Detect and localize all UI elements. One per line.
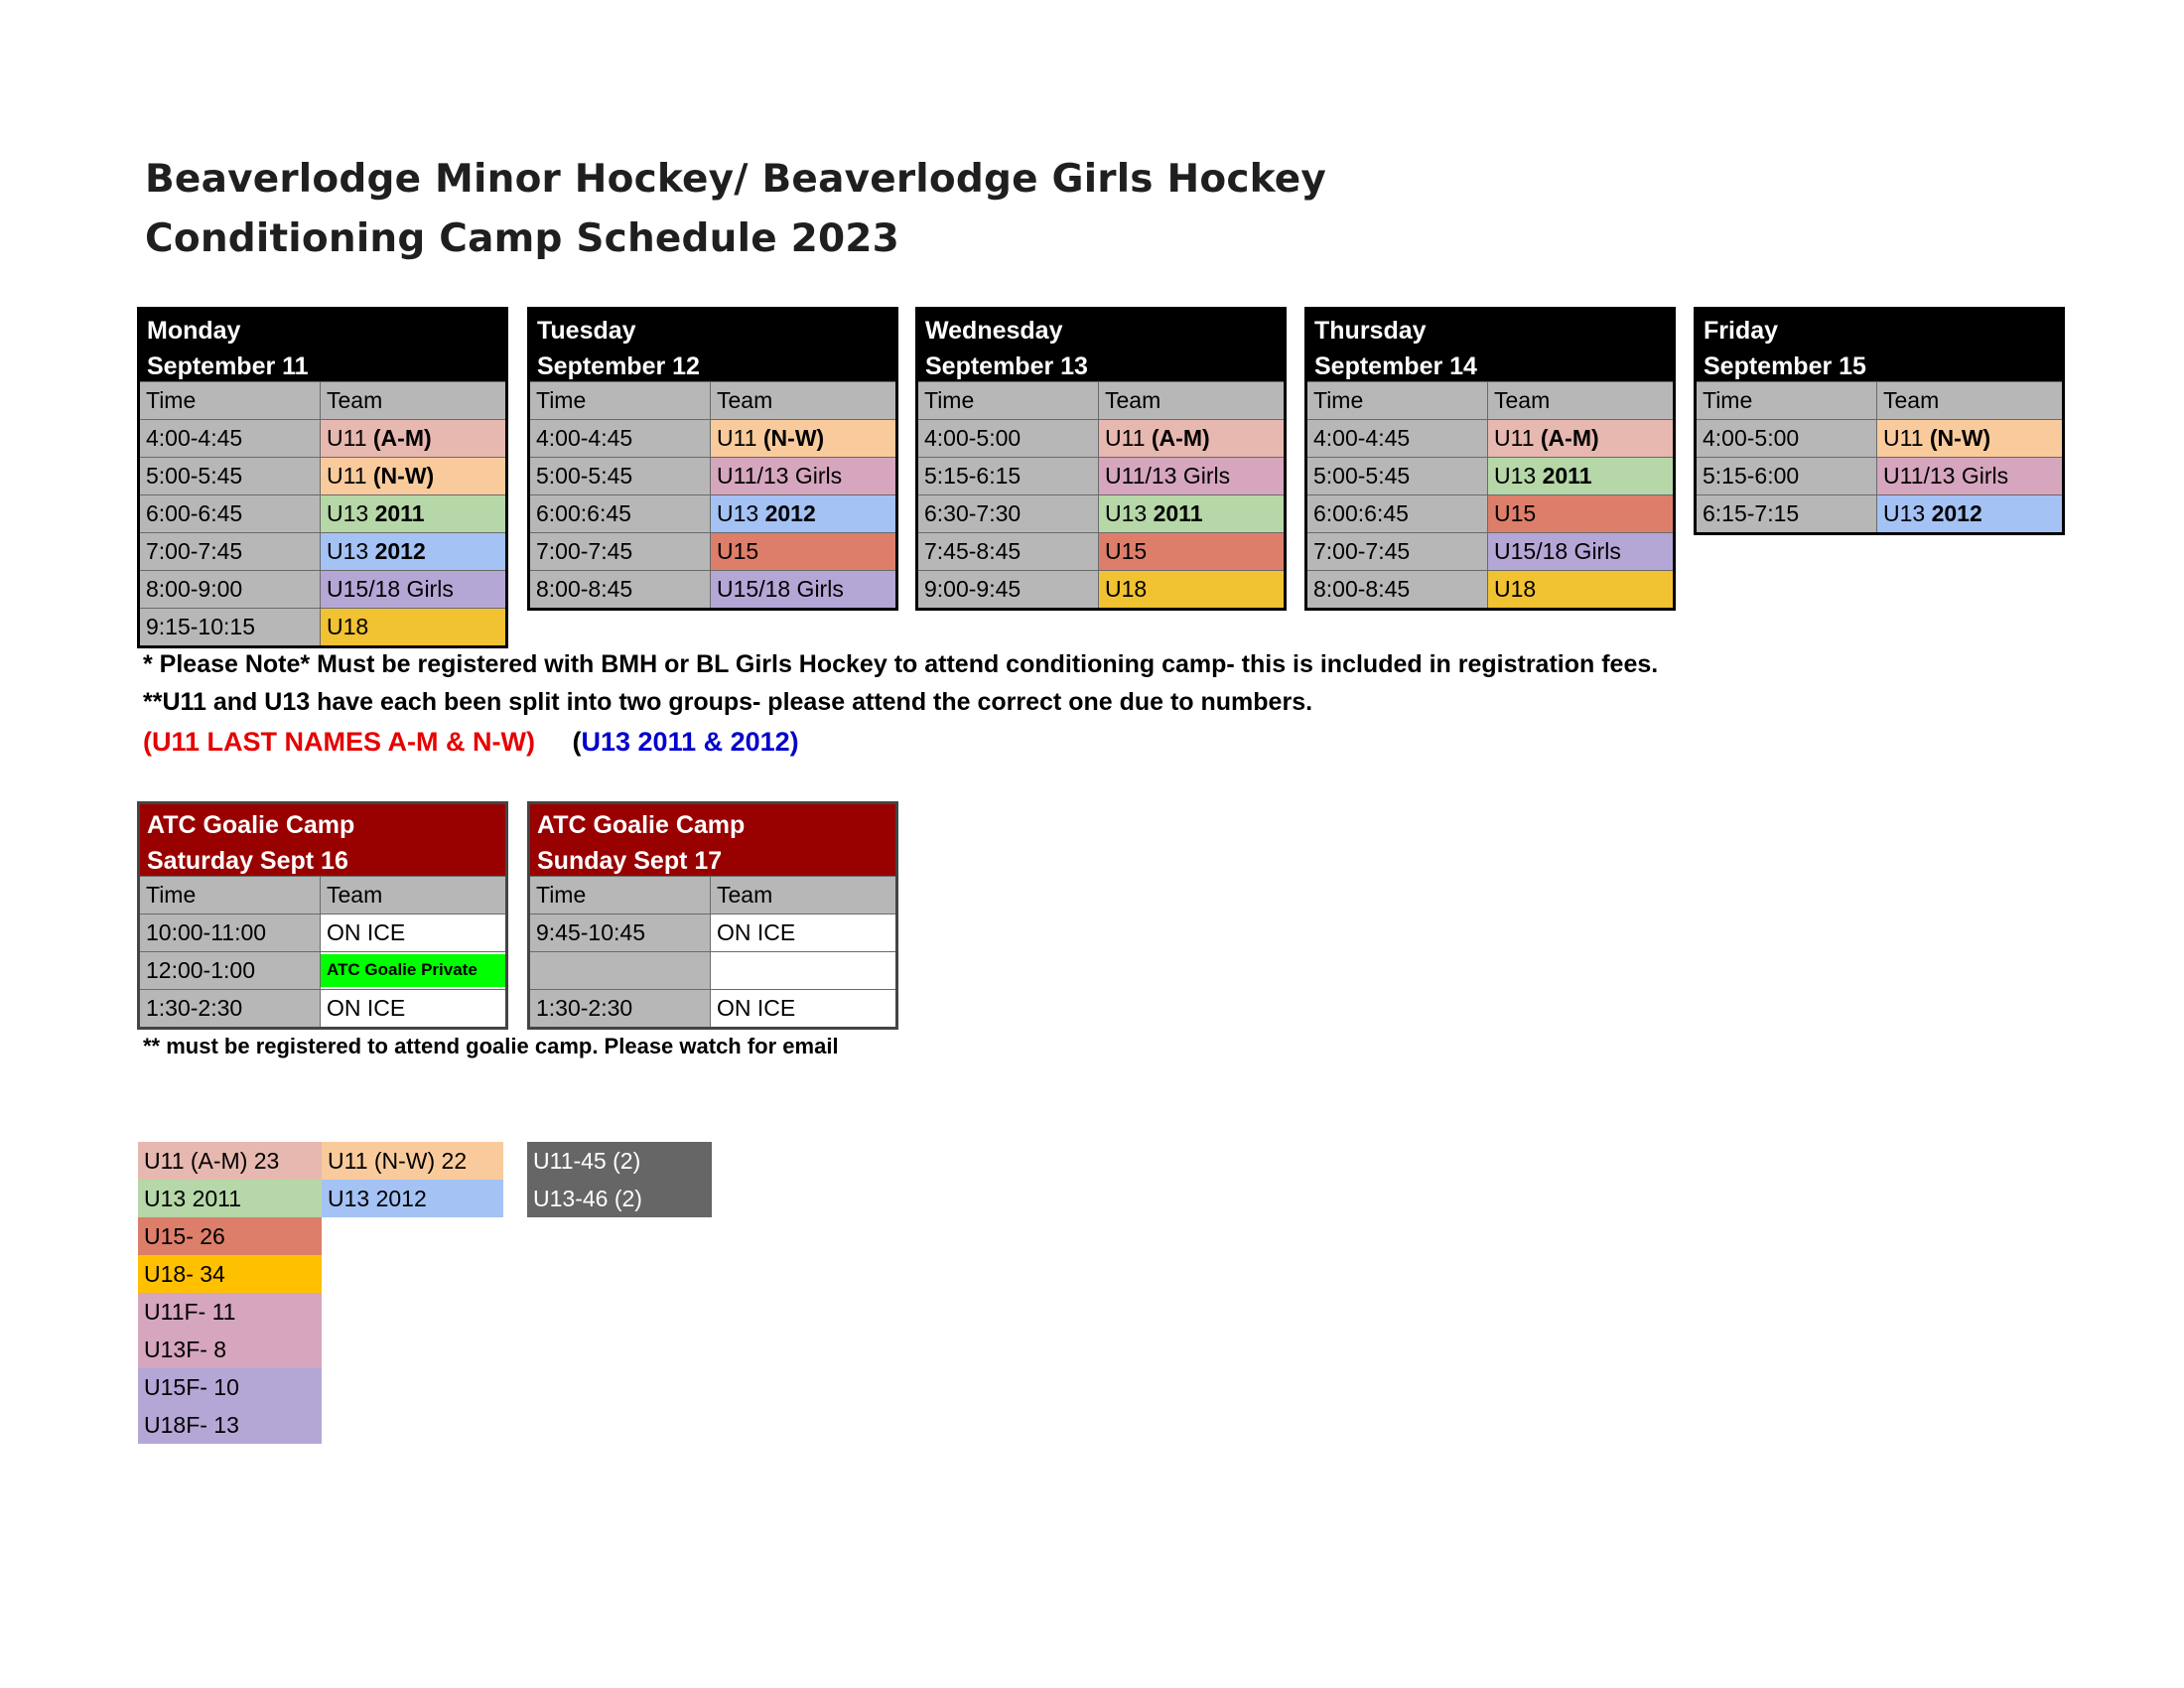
goalie-row [530,989,895,1027]
team-label: U18 [1494,576,1537,602]
schedule-row [1307,494,1673,532]
schedule-table-thursday [1304,307,1676,611]
time-cell: 5:00-5:45 [530,458,711,494]
team-cell [321,495,505,532]
legend-goalies-u11: U11-45 (2) [527,1142,712,1180]
column-header-team: Team [711,382,895,419]
session-cell: ON ICE [711,990,895,1027]
schedule-row [1307,570,1673,608]
goalie-camp-table-sunday [527,801,898,1030]
goalie-header [530,804,895,876]
team-cell [1099,571,1284,608]
team-label: U15 [717,538,759,564]
schedule-row [918,457,1284,494]
time-cell: 5:00-5:45 [140,458,321,494]
team-cell [711,420,895,457]
time-cell: 4:00-5:00 [1697,420,1877,457]
team-label: U11 [327,463,373,489]
team-label: U11 [1883,425,1930,451]
team-label: U13 [717,500,765,526]
legend-u15: U15- 26 [138,1217,322,1255]
team-cell [321,420,505,457]
schedule-row [1697,457,2062,494]
team-cell [1488,495,1673,532]
u13-groups-text: U13 2011 & 2012) [581,727,799,757]
session-cell: ON ICE [711,914,895,951]
team-label: U11/13 Girls [1105,463,1231,489]
schedule-table-wednesday [915,307,1287,611]
column-header-time: Time [140,382,321,419]
team-label: U15 [1494,500,1537,526]
team-cell [711,458,895,494]
column-header-row [530,876,895,914]
team-group-label: (A-M) [372,425,432,451]
time-cell: 5:00-5:45 [1307,458,1488,494]
time-cell: 6:00:6:45 [530,495,711,532]
team-label: U13 [327,500,375,526]
goalie-registration-note: ** must be registered to attend goalie camp. Please watch for email [143,1034,839,1058]
schedule-row [918,494,1284,532]
team-cell [711,533,895,570]
team-label: U11/13 Girls [717,463,843,489]
day-date: September 13 [925,352,1088,380]
camp-date: Sunday Sept 17 [537,847,723,875]
time-cell: 6:00-6:45 [140,495,321,532]
team-label: U11 [1494,425,1541,451]
team-group-label: 2011 [1542,463,1592,489]
time-cell: 8:00-9:00 [140,571,321,608]
schedule-row [1307,419,1673,457]
schedule-row [1697,419,2062,457]
day-name: Tuesday [537,317,636,345]
schedule-row [530,494,895,532]
team-label: U13 [327,538,375,564]
session-cell [711,952,895,989]
legend-u15f: U15F- 10 [138,1368,322,1406]
team-cell [1099,533,1284,570]
legend-u13-2012: U13 2012 [322,1180,503,1217]
legend-goalies-u13: U13-46 (2) [527,1180,712,1217]
time-cell: 1:30-2:30 [140,990,321,1027]
column-header-team: Team [321,382,505,419]
team-label: U11 [1105,425,1152,451]
team-cell [321,571,505,608]
schedule-row [140,419,505,457]
legend-u11f: U11F- 11 [138,1293,322,1331]
day-header [918,310,1284,381]
team-group-label: 2012 [374,538,426,564]
column-header-row [140,876,505,914]
column-header-time: Time [1697,382,1877,419]
column-header-time: Time [530,877,711,914]
schedule-row [140,608,505,645]
column-header-row [530,381,895,419]
time-cell [530,952,711,989]
session-cell: ON ICE [321,990,505,1027]
legend-u13f: U13F- 8 [138,1331,322,1368]
column-header-row [918,381,1284,419]
day-name: Thursday [1314,317,1427,345]
team-cell [1488,420,1673,457]
time-cell: 12:00-1:00 [140,952,321,989]
column-header-row [1697,381,2062,419]
legend-u11-am: U11 (A-M) 23 [138,1142,322,1180]
schedule-row [918,570,1284,608]
team-cell [711,571,895,608]
day-header [1697,310,2062,381]
legend-u18f: U18F- 13 [138,1406,322,1444]
schedule-row [918,532,1284,570]
team-label: U15/18 Girls [1494,538,1621,564]
split-groups-note: **U11 and U13 have each been split into two groups- please attend the correct one due to numbers. [143,688,1313,716]
column-header-row [1307,381,1673,419]
day-date: September 12 [537,352,700,380]
legend-u18: U18- 34 [138,1255,322,1293]
column-header-time: Time [140,877,321,914]
column-header-team: Team [1099,382,1284,419]
schedule-row [530,532,895,570]
team-group-label: 2012 [1931,500,1982,526]
column-header-team: Team [1488,382,1673,419]
goalie-row [140,914,505,951]
day-header [530,310,895,381]
time-cell: 9:15-10:15 [140,609,321,645]
team-group-label: (A-M) [1151,425,1210,451]
session-cell: ATC Goalie Private [321,954,505,987]
u13-groups-paren: ( [572,727,582,757]
camp-name: ATC Goalie Camp [537,811,746,839]
registration-note: * Please Note* Must be registered with BMH or BL Girls Hockey to attend conditioning camp- this is included in registration fees. [143,650,1659,678]
time-cell: 7:00-7:45 [1307,533,1488,570]
day-name: Monday [147,317,241,345]
goalie-row [530,951,895,989]
goalie-camp-table-saturday [137,801,508,1030]
team-cell [711,495,895,532]
group-legend-note [143,727,799,758]
schedule-table-tuesday [527,307,898,611]
time-cell: 8:00-8:45 [1307,571,1488,608]
goalie-row [140,951,505,989]
time-cell: 7:00-7:45 [530,533,711,570]
team-label: U15/18 Girls [327,576,454,602]
session-cell: ON ICE [321,914,505,951]
schedule-row [140,457,505,494]
time-cell: 8:00-8:45 [530,571,711,608]
team-group-label: (N-W) [372,463,435,489]
schedule-row [530,457,895,494]
team-cell [1488,458,1673,494]
team-cell [1488,533,1673,570]
team-label: U15/18 Girls [717,576,844,602]
schedule-row [918,419,1284,457]
time-cell: 7:00-7:45 [140,533,321,570]
team-group-label: (N-W) [762,425,825,451]
team-label: U15 [1105,538,1148,564]
time-cell: 1:30-2:30 [530,990,711,1027]
goalie-row [530,914,895,951]
time-cell: 5:15-6:00 [1697,458,1877,494]
team-cell [1488,571,1673,608]
team-group-label: (A-M) [1540,425,1599,451]
column-header-time: Time [1307,382,1488,419]
day-name: Friday [1704,317,1779,345]
team-cell [1099,420,1284,457]
column-header-team: Team [1877,382,2062,419]
day-date: September 14 [1314,352,1477,380]
time-cell: 4:00-5:00 [918,420,1099,457]
schedule-row [140,570,505,608]
team-label: U18 [1105,576,1148,602]
team-group-label: (N-W) [1929,425,1991,451]
schedule-row [140,494,505,532]
day-header [1307,310,1673,381]
time-cell: 9:45-10:45 [530,914,711,951]
day-date: September 15 [1704,352,1866,380]
time-cell: 6:30-7:30 [918,495,1099,532]
time-cell: 9:00-9:45 [918,571,1099,608]
team-cell [321,609,505,645]
page-subtitle: Conditioning Camp Schedule 2023 [145,216,899,261]
u11-groups-text: (U11 LAST NAMES A-M & N-W) [143,727,535,757]
team-group-label: 2012 [764,500,816,526]
team-label: U13 [1494,463,1543,489]
team-label: U13 [1105,500,1154,526]
team-cell [1099,458,1284,494]
column-header-team: Team [321,877,505,914]
team-label: U11/13 Girls [1883,463,2009,489]
team-label: U11 [327,425,373,451]
time-cell: 7:45-8:45 [918,533,1099,570]
goalie-row [140,989,505,1027]
team-group-label: 2011 [374,500,425,526]
column-header-row [140,381,505,419]
day-header [140,310,505,381]
team-cell [1877,458,2062,494]
camp-name: ATC Goalie Camp [147,811,355,839]
time-cell: 4:00-4:45 [1307,420,1488,457]
page-title: Beaverlodge Minor Hockey/ Beaverlodge Girls Hockey [145,157,1327,202]
time-cell: 10:00-11:00 [140,914,321,951]
team-cell [1099,495,1284,532]
team-group-label: 2011 [1153,500,1203,526]
legend-u11-nw: U11 (N-W) 22 [322,1142,503,1180]
camp-date: Saturday Sept 16 [147,847,348,875]
day-name: Wednesday [925,317,1063,345]
team-label: U11 [717,425,763,451]
time-cell: 4:00-4:45 [140,420,321,457]
schedule-table-monday [137,307,508,648]
schedule-row [1307,457,1673,494]
team-cell [1877,495,2062,532]
column-header-time: Time [918,382,1099,419]
team-label: U13 [1883,500,1932,526]
column-header-team: Team [711,877,895,914]
column-header-time: Time [530,382,711,419]
schedule-row [530,419,895,457]
goalie-header [140,804,505,876]
team-cell [1877,420,2062,457]
time-cell: 6:00:6:45 [1307,495,1488,532]
time-cell: 5:15-6:15 [918,458,1099,494]
team-cell [321,533,505,570]
time-cell: 6:15-7:15 [1697,495,1877,532]
schedule-row [530,570,895,608]
team-label: U18 [327,614,369,639]
day-date: September 11 [147,352,309,380]
schedule-row [140,532,505,570]
schedule-table-friday [1694,307,2065,535]
legend-u13-2011: U13 2011 [138,1180,322,1217]
time-cell: 4:00-4:45 [530,420,711,457]
schedule-row [1307,532,1673,570]
schedule-row [1697,494,2062,532]
team-cell [321,458,505,494]
